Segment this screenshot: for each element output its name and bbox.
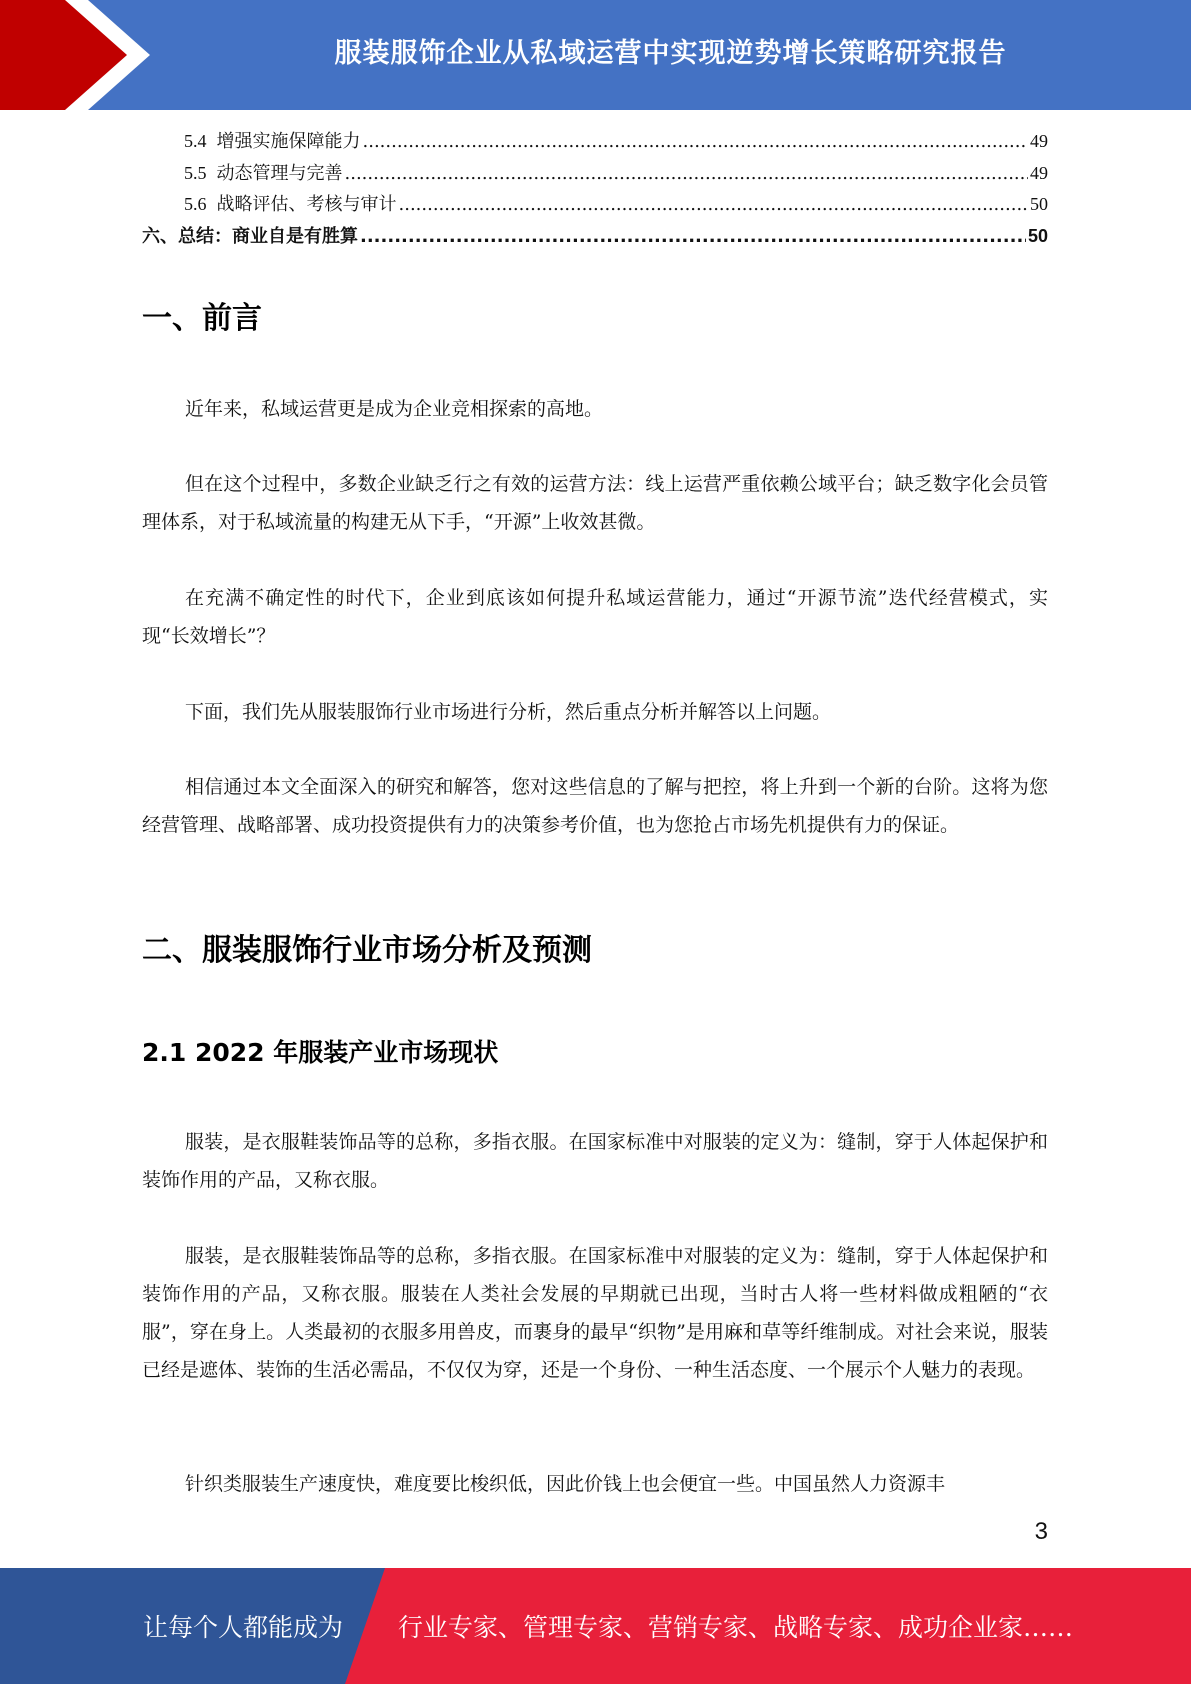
toc-item[interactable] — [142, 127, 1048, 159]
toc-item[interactable] — [142, 159, 1048, 191]
paragraph: 服装，是衣服鞋装饰品等的总称，多指衣服。在国家标准中对服装的定义为：缝制，穿于人体起保护和装饰作用的产品，又称衣服。服装在人类社会发展的早期就已出现，当时古人将一些材料做成粗陋的“衣服”，穿在身上。人类最初的衣服多用兽皮，而裹身的最早“织物”是用麻和草等纤维制成。对社会来说，服装已经是遮体、装饰的生活必需品，不仅仅为穿，还是一个身份、一种生活态度、一个展示个人魅力的表现。 — [142, 1245, 1048, 1381]
toc-item-label: 动态管理与完善 — [216, 162, 343, 184]
toc-leader-dots — [399, 194, 1029, 215]
toc-item-number: 5.5 — [184, 162, 207, 183]
toc-main-item[interactable] — [142, 222, 1048, 254]
page-header — [0, 0, 1191, 110]
footer-slogan-right: 行业专家、管理专家、营销专家、战略专家、成功企业家…… — [398, 1613, 1074, 1642]
paragraph: 针织类服装生产速度快，难度要比梭织低，因此价钱上也会便宜一些。中国虽然人力资源丰 — [185, 1473, 946, 1495]
paragraph: 下面，我们先从服装服饰行业市场进行分析，然后重点分析并解答以上问题。 — [185, 701, 832, 723]
section-heading-market-analysis: 二、服装服饰行业市场分析及预测 — [142, 933, 592, 968]
page-footer — [0, 1568, 1191, 1684]
toc-leader-dots — [345, 163, 1029, 184]
paragraph: 在充满不确定性的时代下，企业到底该如何提升私域运营能力，通过“开源节流”迭代经营模式，实现“长效增长”？ — [142, 587, 1048, 647]
toc-item-number: 5.4 — [184, 131, 207, 151]
paragraph: 近年来，私域运营更是成为企业竞相探索的高地。 — [185, 398, 604, 420]
toc-item-label: 战略评估、考核与审计 — [216, 194, 397, 215]
report-title: 服装服饰企业从私域运营中实现逆势增长策略研究报告 — [334, 37, 1007, 69]
arrow-logo-icon — [0, 0, 160, 110]
paragraph: 但在这个过程中，多数企业缺乏行之有效的运营方法：线上运营严重依赖公域平台；缺乏数字化会员管理体系，对于私域流量的构建无从下手，“开源”上收效甚微。 — [142, 473, 1048, 533]
page-number: 3 — [1034, 1518, 1048, 1545]
footer-slogan-left: 让每个人都能成为 — [143, 1613, 344, 1642]
toc-item-label: 六、总结：商业自是有胜算 — [142, 225, 358, 247]
toc-item-page: 49 — [1030, 131, 1048, 151]
subsection-heading: 2.1 2022 年服装产业市场现状 — [142, 1038, 499, 1067]
section-heading-preface: 一、前言 — [142, 301, 262, 336]
toc-leader-dots — [363, 131, 1029, 152]
toc-item-page: 50 — [1027, 225, 1048, 246]
toc-leader-dots — [360, 226, 1026, 247]
toc-item-number: 5.6 — [184, 194, 207, 214]
toc-item-page: 50 — [1030, 194, 1048, 214]
toc-item-page: 49 — [1030, 162, 1048, 183]
table-of-contents — [142, 127, 1048, 253]
paragraph: 服装，是衣服鞋装饰品等的总称，多指衣服。在国家标准中对服装的定义为：缝制，穿于人体起保护和装饰作用的产品，又称衣服。 — [142, 1131, 1048, 1191]
toc-item-label: 增强实施保障能力 — [216, 131, 361, 152]
toc-item[interactable] — [142, 190, 1048, 222]
paragraph: 相信通过本文全面深入的研究和解答，您对这些信息的了解与把控，将上升到一个新的台阶。这将为您经营管理、战略部署、成功投资提供有力的决策参考价值，也为您抢占市场先机提供有力的保证。 — [142, 776, 1048, 836]
